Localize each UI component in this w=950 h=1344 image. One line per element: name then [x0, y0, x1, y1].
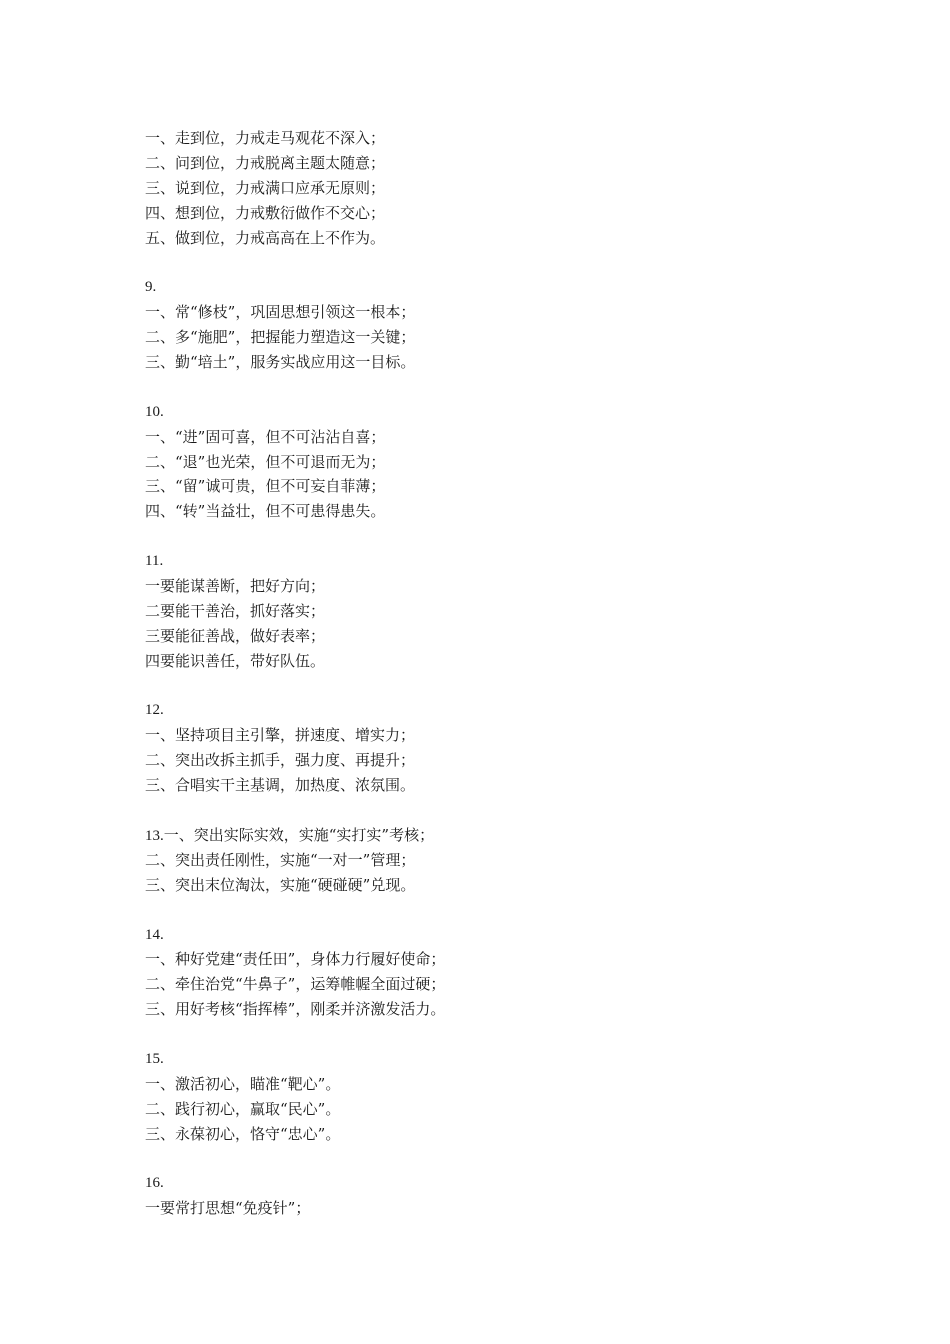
section-10 [145, 400, 845, 524]
text-line: 二、问到位，力戒脱离主题太随意； [145, 153, 386, 172]
section-number: 11. [145, 553, 164, 570]
text-line: 二、突出责任刚性，实施“一对一”管理； [145, 850, 416, 869]
text-line: 三、突出末位淘汰，实施“硬碰硬”兑现。 [145, 875, 416, 894]
text-line: 一、种好党建“责任田”，身体力行履好使命； [145, 950, 446, 969]
section-number: 13. [145, 827, 164, 844]
text-line: 二、突出改拆主抓手，强力度、再提升； [145, 751, 416, 770]
text-line: 二、“退”也光荣，但不可退而无为； [145, 452, 386, 471]
text-line: 三、勤“培土”，服务实战应用这一目标。 [145, 353, 416, 372]
section-number: 10. [145, 403, 164, 420]
text-line: 二要能干善治，抓好落实； [145, 601, 326, 620]
paragraph-gap [145, 898, 845, 923]
paragraph-gap [145, 674, 845, 699]
section-13 [145, 823, 845, 898]
text-line: 二、践行初心，赢取“民心”。 [145, 1099, 341, 1118]
text-line: 四要能识善任，带好队伍。 [145, 651, 326, 670]
section-14 [145, 923, 845, 1023]
text-line: 三、“留”诚可贵，但不可妄自菲薄； [145, 477, 386, 496]
text-line: 一、坚持项目主引擎，拼速度、增实力； [145, 726, 416, 745]
paragraph-gap [145, 798, 845, 823]
document-body [145, 126, 845, 1221]
text-line: 四、“转”当益壮，但不可患得患失。 [145, 502, 386, 521]
section-number: 15. [145, 1050, 164, 1067]
section-9 [145, 275, 845, 375]
text-line: 三要能征善战，做好表率； [145, 626, 326, 645]
section-12 [145, 698, 845, 798]
text-line: 一要能谋善断，把好方向； [145, 577, 326, 596]
paragraph-gap [145, 250, 845, 275]
paragraph-gap [145, 375, 845, 400]
section-8-continued [145, 126, 845, 250]
text-line: 三、用好考核“指挥棒”，刚柔并济激发活力。 [145, 1000, 446, 1019]
text-line: 二、牵住治党“牛鼻子”，运筹帷幄全面过硬； [145, 975, 446, 994]
text-line: 二、多“施肥”，把握能力塑造这一关键； [145, 328, 416, 347]
text-line: 四、想到位，力戒敷衍做作不交心； [145, 203, 386, 222]
text-line: 三、说到位，力戒满口应承无原则； [145, 178, 386, 197]
text-inline: 一、突出实际实效，实施“实打实”考核； [163, 825, 435, 844]
section-number: 12. [145, 702, 164, 719]
text-line: 一、“进”固可喜，但不可沾沾自喜； [145, 427, 386, 446]
text-line: 五、做到位，力戒高高在上不作为。 [145, 228, 386, 247]
text-line: 一、激活初心，瞄准“靶心”。 [145, 1074, 341, 1093]
paragraph-gap [145, 1147, 845, 1172]
section-15 [145, 1047, 845, 1147]
text-line: 一、常“修枝”，巩固思想引领这一根本； [145, 303, 416, 322]
section-number: 9. [145, 279, 157, 296]
section-number: 14. [145, 926, 164, 943]
text-line: 三、合唱实干主基调，加热度、浓氛围。 [145, 776, 416, 795]
section-11 [145, 549, 845, 673]
text-line [145, 823, 845, 848]
paragraph-gap [145, 1022, 845, 1047]
paragraph-gap [145, 524, 845, 549]
text-line: 三、永葆初心，恪守“忠心”。 [145, 1124, 341, 1143]
text-line: 一、走到位，力戒走马观花不深入； [145, 129, 386, 147]
text-line: 一要常打思想“免疫针”； [145, 1199, 311, 1218]
section-16 [145, 1171, 845, 1221]
section-number: 16. [145, 1175, 164, 1192]
